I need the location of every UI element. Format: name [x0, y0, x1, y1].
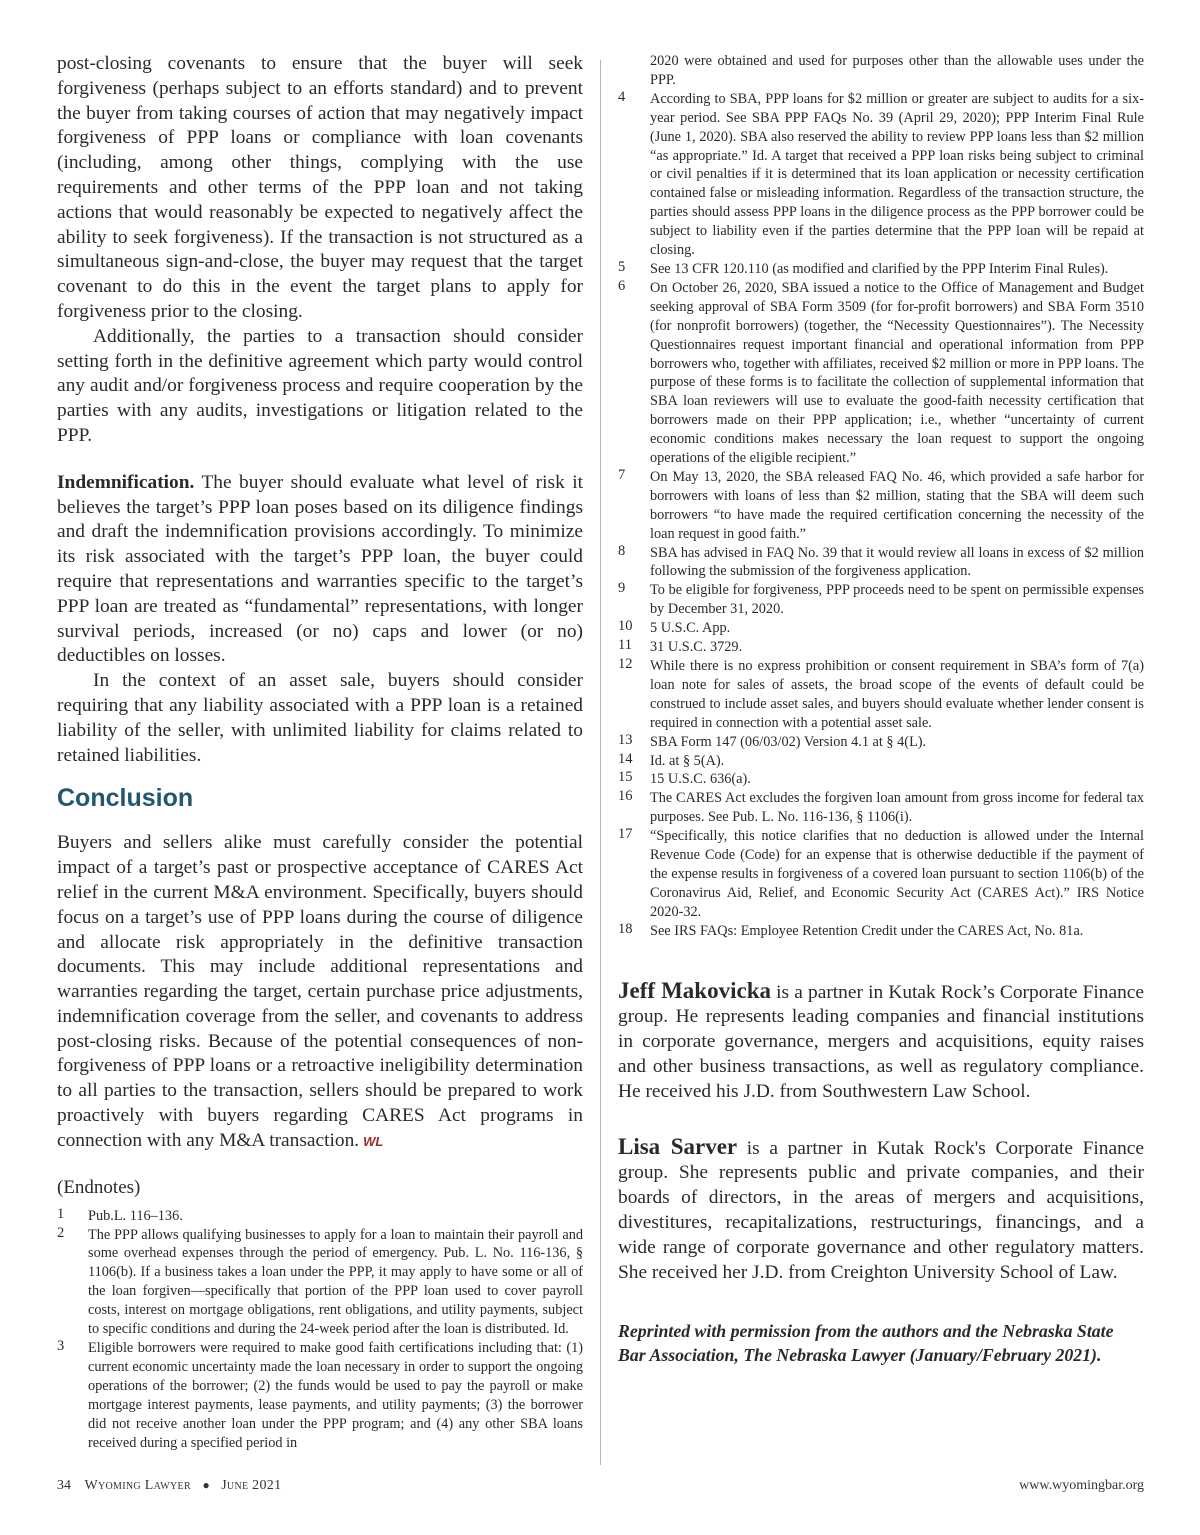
endnote-text: The PPP allows qualifying businesses to apply for a loan to maintain their payroll and some overhead expenses through the period of emergency. Pub. L. No. 116-136, § 1106(b). If a business takes a loan under the PPP, it may apply to have some or all of the loan forgiven—specifically that portion of the PPP loan used to cover payroll costs, interest on mortgage obligations, rent obligations, and utility payments, subject to specific conditions and during the 24-week period after the loan is distributed. Id.: [88, 1226, 583, 1338]
endnote-number: 14: [618, 750, 633, 767]
endnote-text: 2020 were obtained and used for purposes other than the allowable uses under the PPP.: [650, 53, 1144, 88]
footer-left: [57, 1478, 281, 1494]
paragraph-indemnification: [57, 471, 583, 669]
endnotes-left: [57, 1207, 583, 1453]
author-bio-text: is a partner in Kutak Rock’s Corporate Finance group. He represents leading companies and financial institutions in corporate governance, mergers and acquisitions, equity raises and other business transactions, as well as regulatory compliance. He received his J.D. from Southwestern Law School.: [618, 981, 1144, 1102]
publication-name: Wyoming Lawyer: [84, 1478, 191, 1493]
indemnification-text: The buyer should evaluate what level of risk it believes the target’s PPP loan poses based on its diligence findings and draft the indemnification provisions accordingly. To minimize its risk associated with the target’s PPP loan, the buyer could require that representations and warranties specific to the target’s PPP loan are treated as “fundamental” representations, with longer survival periods, increased (or no) caps and lower (or no) deductibles on losses.: [57, 471, 583, 667]
author-name: Jeff Makovicka: [618, 977, 771, 1003]
endnote: [57, 1207, 583, 1226]
endnote-number: 13: [618, 731, 633, 748]
endnote: [618, 90, 1144, 260]
endnote: [618, 752, 1144, 771]
right-column: [618, 52, 1144, 1367]
endnote: [618, 544, 1144, 582]
endnote-text: According to SBA, PPP loans for $2 million or greater are subject to audits for a six-year period. See SBA PPP FAQs No. 39 (April 29, 2020); PPP Interim Final Rule (June 1, 2020). SBA also reserved the ability to review PPP loans less than $2 million “as appropriate.” Id. A target that received a PPP loan risks being subject to criminal or civil penalties if it is determined that its loan application or necessity certification contained false or misleading information. Regardless of the transaction structure, the parties should assess PPP loans in the diligence process as the PPP borrower could be subject to liability even if the parties determine that the PPP loan will be repaid at closing.: [650, 90, 1144, 259]
conclusion-heading: Conclusion: [57, 784, 194, 813]
website-link[interactable]: www.wyomingbar.org: [1019, 1478, 1144, 1493]
endnote: [618, 279, 1144, 468]
endnote-text: The CARES Act excludes the forgiven loan amount from gross income for federal tax purposes. See Pub. L. No. 116-136, § 1106(i).: [650, 790, 1144, 826]
endnote-number: 1: [57, 1205, 65, 1222]
author-name: Lisa Sarver: [618, 1133, 738, 1159]
endnote: [618, 827, 1144, 922]
endnote-number: 11: [618, 637, 632, 654]
endnotes-right: [618, 90, 1144, 941]
endnote: [57, 1226, 583, 1339]
endnote: [618, 619, 1144, 638]
endnote: [618, 638, 1144, 657]
endnote: [618, 581, 1144, 619]
endnote-number: 15: [618, 769, 633, 786]
endnote-number: 18: [618, 920, 633, 937]
left-column: [57, 52, 583, 1452]
endnote: [618, 733, 1144, 752]
endnote-number: 4: [618, 88, 626, 105]
paragraph-covenants: post-closing covenants to ensure that the buyer will seek forgiveness (perhaps subject to an efforts standard) and to prevent the buyer from taking courses of action that may negatively impact forgiveness of PPP loans or compliance with loan covenants (including, among other things, complying with the use requirements and other terms of the PPP loan and not taking actions that would reasonably be expected to negatively affect the ability to seek forgiveness). If the transaction is not structured as a simultaneous sign-and-close, the buyer may request that the target covenant to do this in the event the target plans to apply for forgiveness prior to the closing.: [57, 53, 583, 322]
endnote: [618, 770, 1144, 789]
endnote-number: 6: [618, 277, 626, 294]
endnote: [618, 657, 1144, 733]
endnote: [618, 789, 1144, 827]
endnote: [618, 260, 1144, 279]
indemnification-lead: Indemnification.: [57, 471, 195, 493]
endnote-text: Pub.L. 116–136.: [88, 1207, 183, 1224]
author-bio: [618, 1135, 1144, 1286]
endnote-text: 5 U.S.C. App.: [650, 620, 731, 637]
author-bio: [618, 979, 1144, 1105]
endnote-text: SBA has advised in FAQ No. 39 that it would review all loans in excess of $2 million following the submission of the forgiveness application.: [650, 544, 1144, 580]
paragraph-audit-control: Additionally, the parties to a transaction should consider setting forth in the definitive agreement which party would control any audit and/or forgiveness process and require cooperation by the parties with any audits, investigations or litigation related to the PPP.: [57, 325, 583, 446]
wl-end-mark: WL: [363, 1133, 384, 1149]
issue-date: June 2021: [221, 1478, 282, 1493]
endnote-text: “Specifically, this notice clarifies that no deduction is allowed under the Internal Revenue Code (Code) for an expense that is otherwise deductible if the payment of the expense results in forgiveness of a covered loan pursuant to section 1106(b) of the Coronavirus Aid, Relief, and Economic Security Act (CARES Act).” IRS Notice 2020-32.: [650, 828, 1144, 920]
endnote-text: See IRS FAQs: Employee Retention Credit under the CARES Act, No. 81a.: [650, 922, 1084, 939]
endnote-number: 2: [57, 1224, 65, 1241]
endnote-text: To be eligible for forgiveness, PPP proceeds need to be spent on permissible expenses by December 31, 2020.: [650, 582, 1144, 618]
endnote: [618, 922, 1144, 941]
endnote-continuation: [618, 52, 1144, 90]
bullet-separator: ●: [202, 1478, 210, 1492]
endnote-text: SBA Form 147 (06/03/02) Version 4.1 at § 4(L).: [650, 733, 927, 750]
column-divider: [600, 60, 601, 1465]
endnote-text: Id. at § 5(A).: [650, 752, 725, 769]
endnote-text: 31 U.S.C. 3729.: [650, 639, 743, 656]
page-number: 34: [57, 1478, 71, 1493]
endnote-text: See 13 CFR 120.110 (as modified and clarified by the PPP Interim Final Rules).: [650, 260, 1109, 277]
endnote-number: 9: [618, 580, 626, 597]
endnote-text: Eligible borrowers were required to make good faith certifications including that: (1) current economic uncertainty made the loan necessary in order to support the ongoing operations of the borrower; (2) the funds would be used to pay the payroll or make mortgage interest payments, lease payments, and utility payments; (3) the borrower did not receive another loan under the PPP program; and (4) any other SBA loans received during a specified period in: [88, 1340, 583, 1451]
endnote-number: 12: [618, 656, 633, 672]
endnote-number: 16: [618, 788, 633, 805]
conclusion-text: Buyers and sellers alike must carefully consider the potential impact of a target’s past or prospective acceptance of CARES Act relief in the current M&A environment. Specifically, buyers should focus on a target’s use of PPP loans during the course of diligence and allocate risk appropriately in the definitive transaction documents. This may include additional representations and warranties regarding the target, certain purchase price adjustments, indemnification coverage from the seller, and covenants to address post-closing risks. Because of the potential consequences of non-forgiveness of PPP loans or a retroactive ineligibility determination to all parties to the transaction, sellers should be prepared to work proactively with buyers regarding CARES Act programs in connection with any M&A transaction.: [57, 832, 583, 1151]
endnote-number: 5: [618, 258, 626, 275]
endnote-text: 15 U.S.C. 636(a).: [650, 771, 751, 788]
endnote-number: 3: [57, 1338, 65, 1355]
endnote-number: 10: [618, 618, 633, 635]
endnotes-title: (Endnotes): [57, 1176, 141, 1198]
endnote-text: On May 13, 2020, the SBA released FAQ No. 46, which provided a safe harbor for borrowers with loans of less than $2 million, stating that the SBA will deem such borrowers “to have made the required certification concerning the necessity of the loan request in good faith.”: [650, 468, 1144, 542]
paragraph-conclusion: [57, 831, 583, 1154]
endnote-text: On October 26, 2020, SBA issued a notice to the Office of Management and Budget seeking approval of SBA Form 3509 (for for-profit borrowers) and SBA Form 3510 (for nonprofit borrowers) (together, the “Necessity Questionnaires”). The Necessity Questionnaires request important financial and operational information from PPP borrowers who, together with affiliates, received $2 million or more in PPP loans. The purpose of these forms is to facilitate the collection of supplemental information that SBA loan reviewers will use to evaluate the good-faith necessity certification that borrowers made on their PPP application; i.e., whether “uncertainty of current economic conditions makes necessary the loan request to support the ongoing operations of the eligible recipient.”: [650, 279, 1144, 467]
endnote: [57, 1339, 583, 1452]
endnote-number: 8: [618, 542, 626, 559]
endnote-text: While there is no express prohibition or consent requirement in SBA’s form of 7(a) loan note for sales of assets, the broad scope of the events of default could be construed to include asset sales, and buyers should evaluate whether lender consent is required in connection with a potential asset sale.: [650, 658, 1144, 731]
reprint-notice: Reprinted with permission from the authors and the Nebraska State Bar Association, The Nebraska Lawyer (January/February 2021).: [618, 1321, 1114, 1366]
endnote-number: 7: [618, 466, 626, 483]
author-bio-text: is a partner in Kutak Rock's Corporate Finance group. She represents public and private companies, and their boards of directors, in the areas of mergers and acquisitions, divestitures, recapitalizations, restructurings, financings, and a wide range of corporate governance and other regulatory matters. She received her J.D. from Creighton University School of Law.: [618, 1137, 1144, 1283]
endnote: [618, 468, 1144, 544]
endnote-number: 17: [618, 826, 633, 843]
paragraph-asset-sale: In the context of an asset sale, buyers should consider requiring that any liability associated with a PPP loan is a retained liability of the seller, with unlimited liability for claims related to retained liabilities.: [57, 670, 583, 766]
